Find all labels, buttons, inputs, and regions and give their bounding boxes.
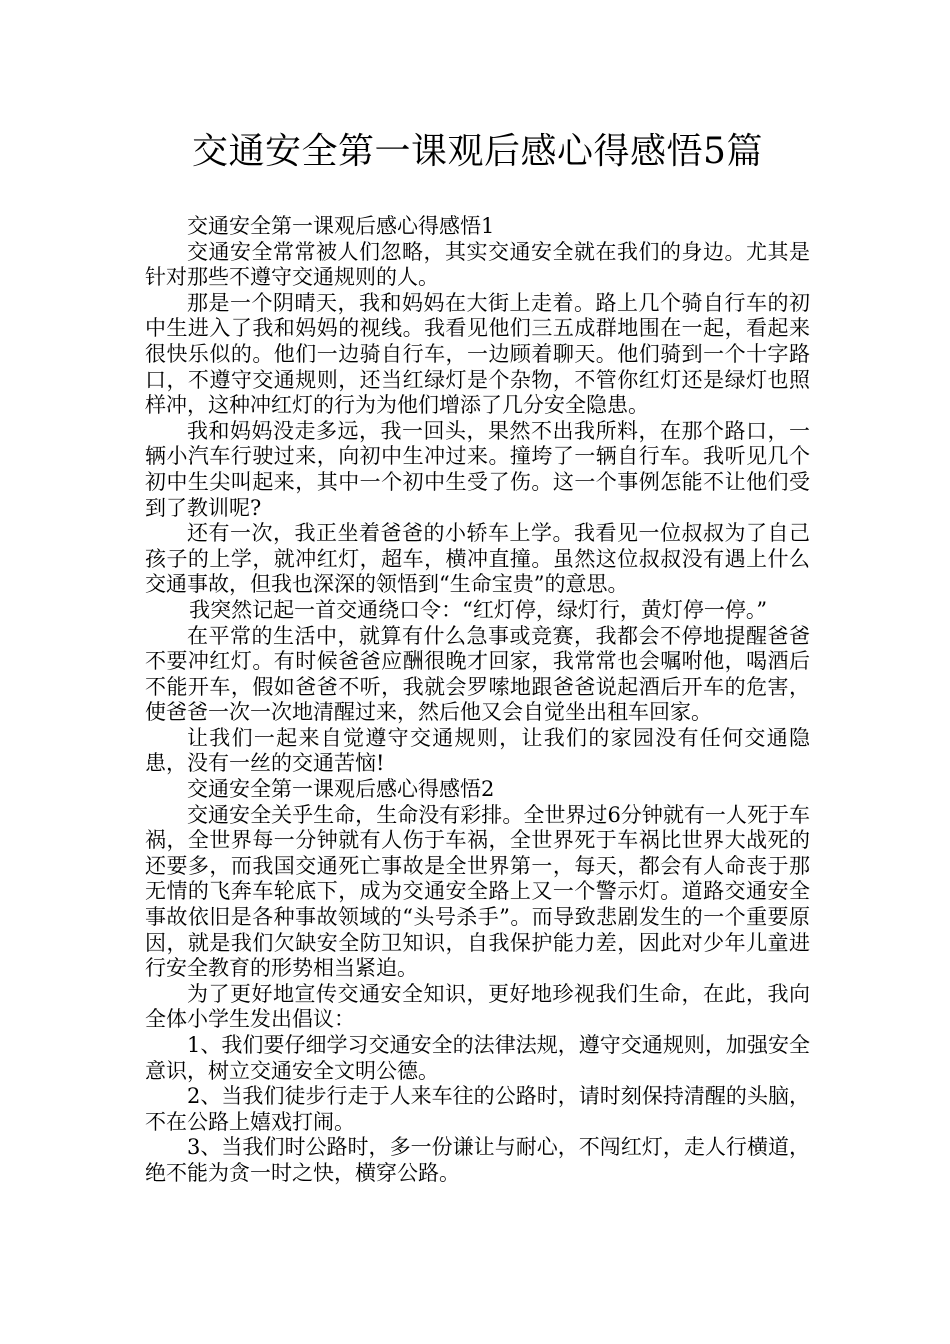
paragraph: 我和妈妈没走多远，我一回头，果然不出我所料，在那个路口，一辆小汽车行驶过来，向初中生冲过来。撞垮了一辆自行车。我听见几个初中生尖叫起来，其中一个初中生受了伤。这一个事例怎能不让他们受到了教训呢? xyxy=(145,418,810,520)
paragraph: 我突然记起一首交通绕口令：“红灯停，绿灯行，黄灯停一停。” xyxy=(189,597,768,622)
paragraph: 交通安全关乎生命，生命没有彩排。全世界过6分钟就有一人死于车祸，全世界每一分钟就有人伤于车祸，全世界死于车祸比世界大战死的还要多，而我国交通死亡事故是全世界第一，每天，都会有人命丧于那无情的飞奔车轮底下，成为交通安全路上又一个警示灯。道路交通安全事故依旧是各种事故领域的“头号杀手”。而导致悲剧发生的一个重要原因，就是我们欠缺安全防卫知识，自我保护能力差，因此对少年儿童进行安全教育的形势相当紧迫。 xyxy=(145,802,810,981)
paragraph: 在平常的生活中，就算有什么急事或竞赛，我都会不停地提醒爸爸不要冲红灯。有时候爸爸应酬很晚才回家，我常常也会嘱咐他，喝酒后不能开车，假如爸爸不听，我就会罗嗦地跟爸爸说起酒后开车的危害，使爸爸一次一次地清醒过来，然后他又会自觉坐出租车回家。 xyxy=(145,623,810,725)
list-item: 3、当我们时公路时，多一份谦让与耐心，不闯红灯，走人行横道，绝不能为贪一时之快，横穿公路。 xyxy=(145,1135,810,1185)
section-heading-1: 交通安全第一课观后感心得感悟1 xyxy=(187,214,495,238)
document-title: 交通安全第一课观后感心得感悟5篇 xyxy=(192,131,763,172)
paragraph: 还有一次，我正坐着爸爸的小轿车上学。我看见一位叔叔为了自己孩子的上学，就冲红灯，超车，横冲直撞。虽然这位叔叔没有遇上什么交通事故，但我也深深的领悟到“生命宝贵”的意思。 xyxy=(145,521,810,597)
document-page xyxy=(145,126,810,1187)
paragraph: 为了更好地宣传交通安全知识，更好地珍视我们生命，在此，我向全体小学生发出倡议： xyxy=(145,981,810,1032)
list-item: 2、当我们徒步行走于人来车往的公路时，请时刻保持清醒的头脑，不在公路上嬉戏打闹。 xyxy=(145,1084,810,1134)
paragraph: 交通安全常常被人们忽略，其实交通安全就在我们的身边。尤其是针对那些不遵守交通规则的人。 xyxy=(145,239,810,290)
document-body xyxy=(145,214,810,1187)
paragraph: 那是一个阴晴天，我和妈妈在大街上走着。路上几个骑自行车的初中生进入了我和妈妈的视线。我看见他们三五成群地围在一起，看起来很快乐似的。他们一边骑自行车，一边顾着聊天。他们骑到一个十字路口，不遵守交通规则，还当红绿灯是个杂物，不管你红灯还是绿灯也照样冲，这种冲红灯的行为为他们增添了几分安全隐患。 xyxy=(145,290,810,418)
paragraph: 让我们一起来自觉遵守交通规则，让我们的家园没有任何交通隐患，没有一丝的交通苦恼! xyxy=(145,725,810,776)
section-heading-2: 交通安全第一课观后感心得感悟2 xyxy=(187,777,495,802)
list-item: 1、我们要仔细学习交通安全的法律法规，遵守交通规则，加强安全意识，树立交通安全文明公德。 xyxy=(145,1033,810,1083)
